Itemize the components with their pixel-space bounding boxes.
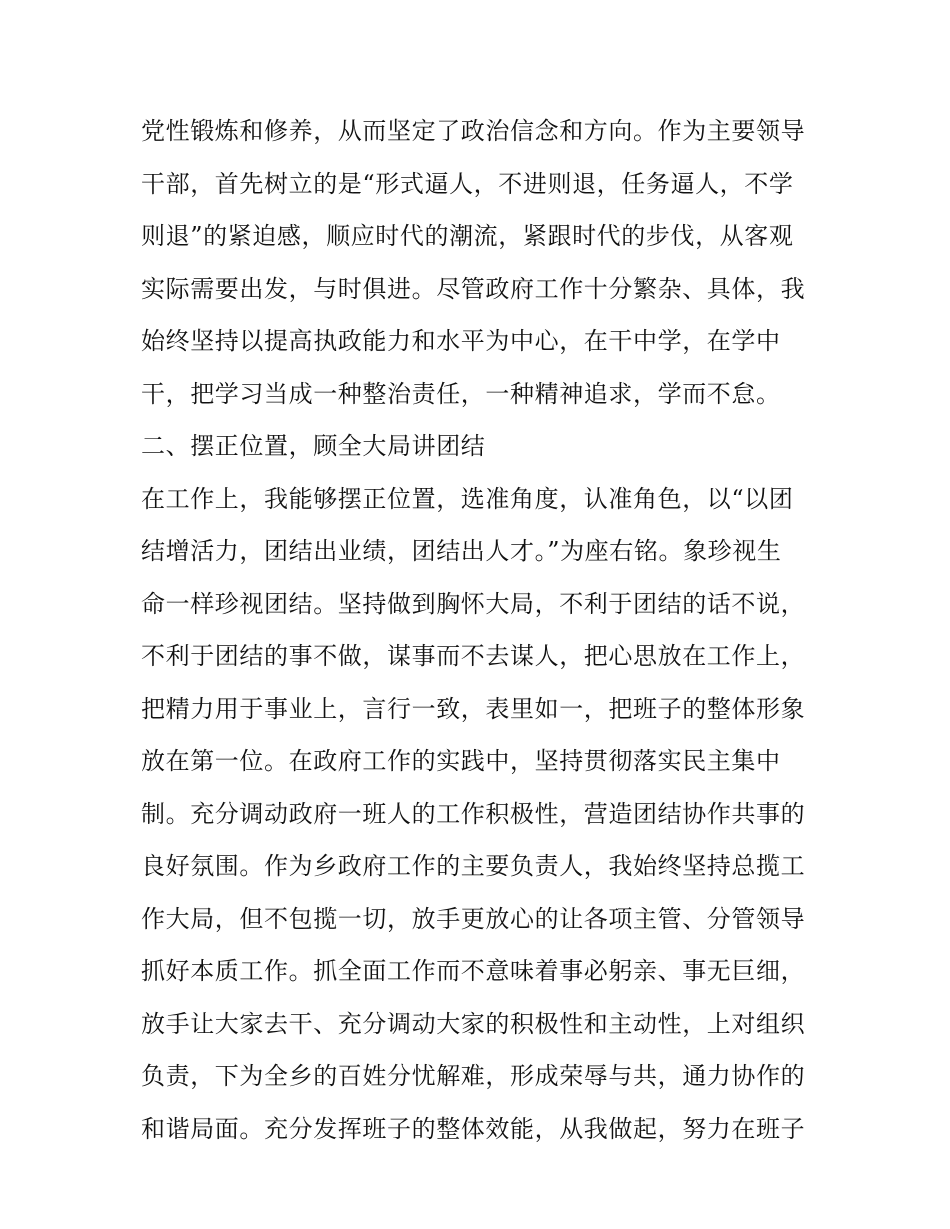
text-line-11: 不利于团结的事不做，谋事而不去谋人，把心思放在工作上， xyxy=(141,642,806,670)
text-line-6: 干，把学习当成一种整治责任，一种精神追求，学而不怠。 xyxy=(141,379,781,408)
text-line-3: 则退”的紧迫感，顺应时代的潮流，紧跟时代的步伐，从客观 xyxy=(141,222,794,250)
text-line-17: 抓好本质工作。抓全面工作而不意味着事必躬亲、事无巨细， xyxy=(141,957,806,985)
text-line-15: 良好氛围。作为乡政府工作的主要负责人，我始终坚持总揽工 xyxy=(141,852,806,880)
text-line-10: 命一样珍视团结。坚持做到胸怀大局，不利于团结的话不说， xyxy=(141,589,806,618)
text-line-20: 和谐局面。充分发挥班子的整体效能，从我做起，努力在班子 xyxy=(141,1114,806,1143)
text-line-4: 实际需要出发，与时俱进。尽管政府工作十分繁杂、具体，我 xyxy=(141,274,806,303)
text-line-12: 把精力用于事业上，言行一致，表里如一，把班子的整体形象 xyxy=(141,694,806,723)
text-line-16: 作大局，但不包揽一切，放手更放心的让各项主管、分管领导 xyxy=(141,904,806,933)
text-line-1: 党性锻炼和修养，从而坚定了政治信念和方向。作为主要领导 xyxy=(141,117,806,145)
text-line-14: 制。充分调动政府一班人的工作积极性，营造团结协作共事的 xyxy=(141,799,806,828)
text-line-5: 始终坚持以提高执政能力和水平为中心，在干中学，在学中 xyxy=(141,327,781,355)
text-line-18: 放手让大家去干、充分调动大家的积极性和主动性，上对组织 xyxy=(141,1009,806,1038)
body-text xyxy=(141,105,831,1155)
section-heading: 二、摆正位置，顾全大局讲团结 xyxy=(141,432,486,460)
text-line-2: 干部，首先树立的是“形式逼人，不进则退，任务逼人，不学 xyxy=(141,169,794,198)
text-line-9: 结增活力，团结出业绩，团结出人才。”为座右铭。象珍视生 xyxy=(141,537,782,565)
text-line-8: 在工作上，我能够摆正位置，选准角度，认准角色，以“以团 xyxy=(141,484,794,513)
text-line-19: 负责，下为全乡的百姓分忧解难，形成荣辱与共，通力协作的 xyxy=(141,1062,806,1090)
text-line-13: 放在第一位。在政府工作的实践中，坚持贯彻落实民主集中 xyxy=(141,747,781,775)
